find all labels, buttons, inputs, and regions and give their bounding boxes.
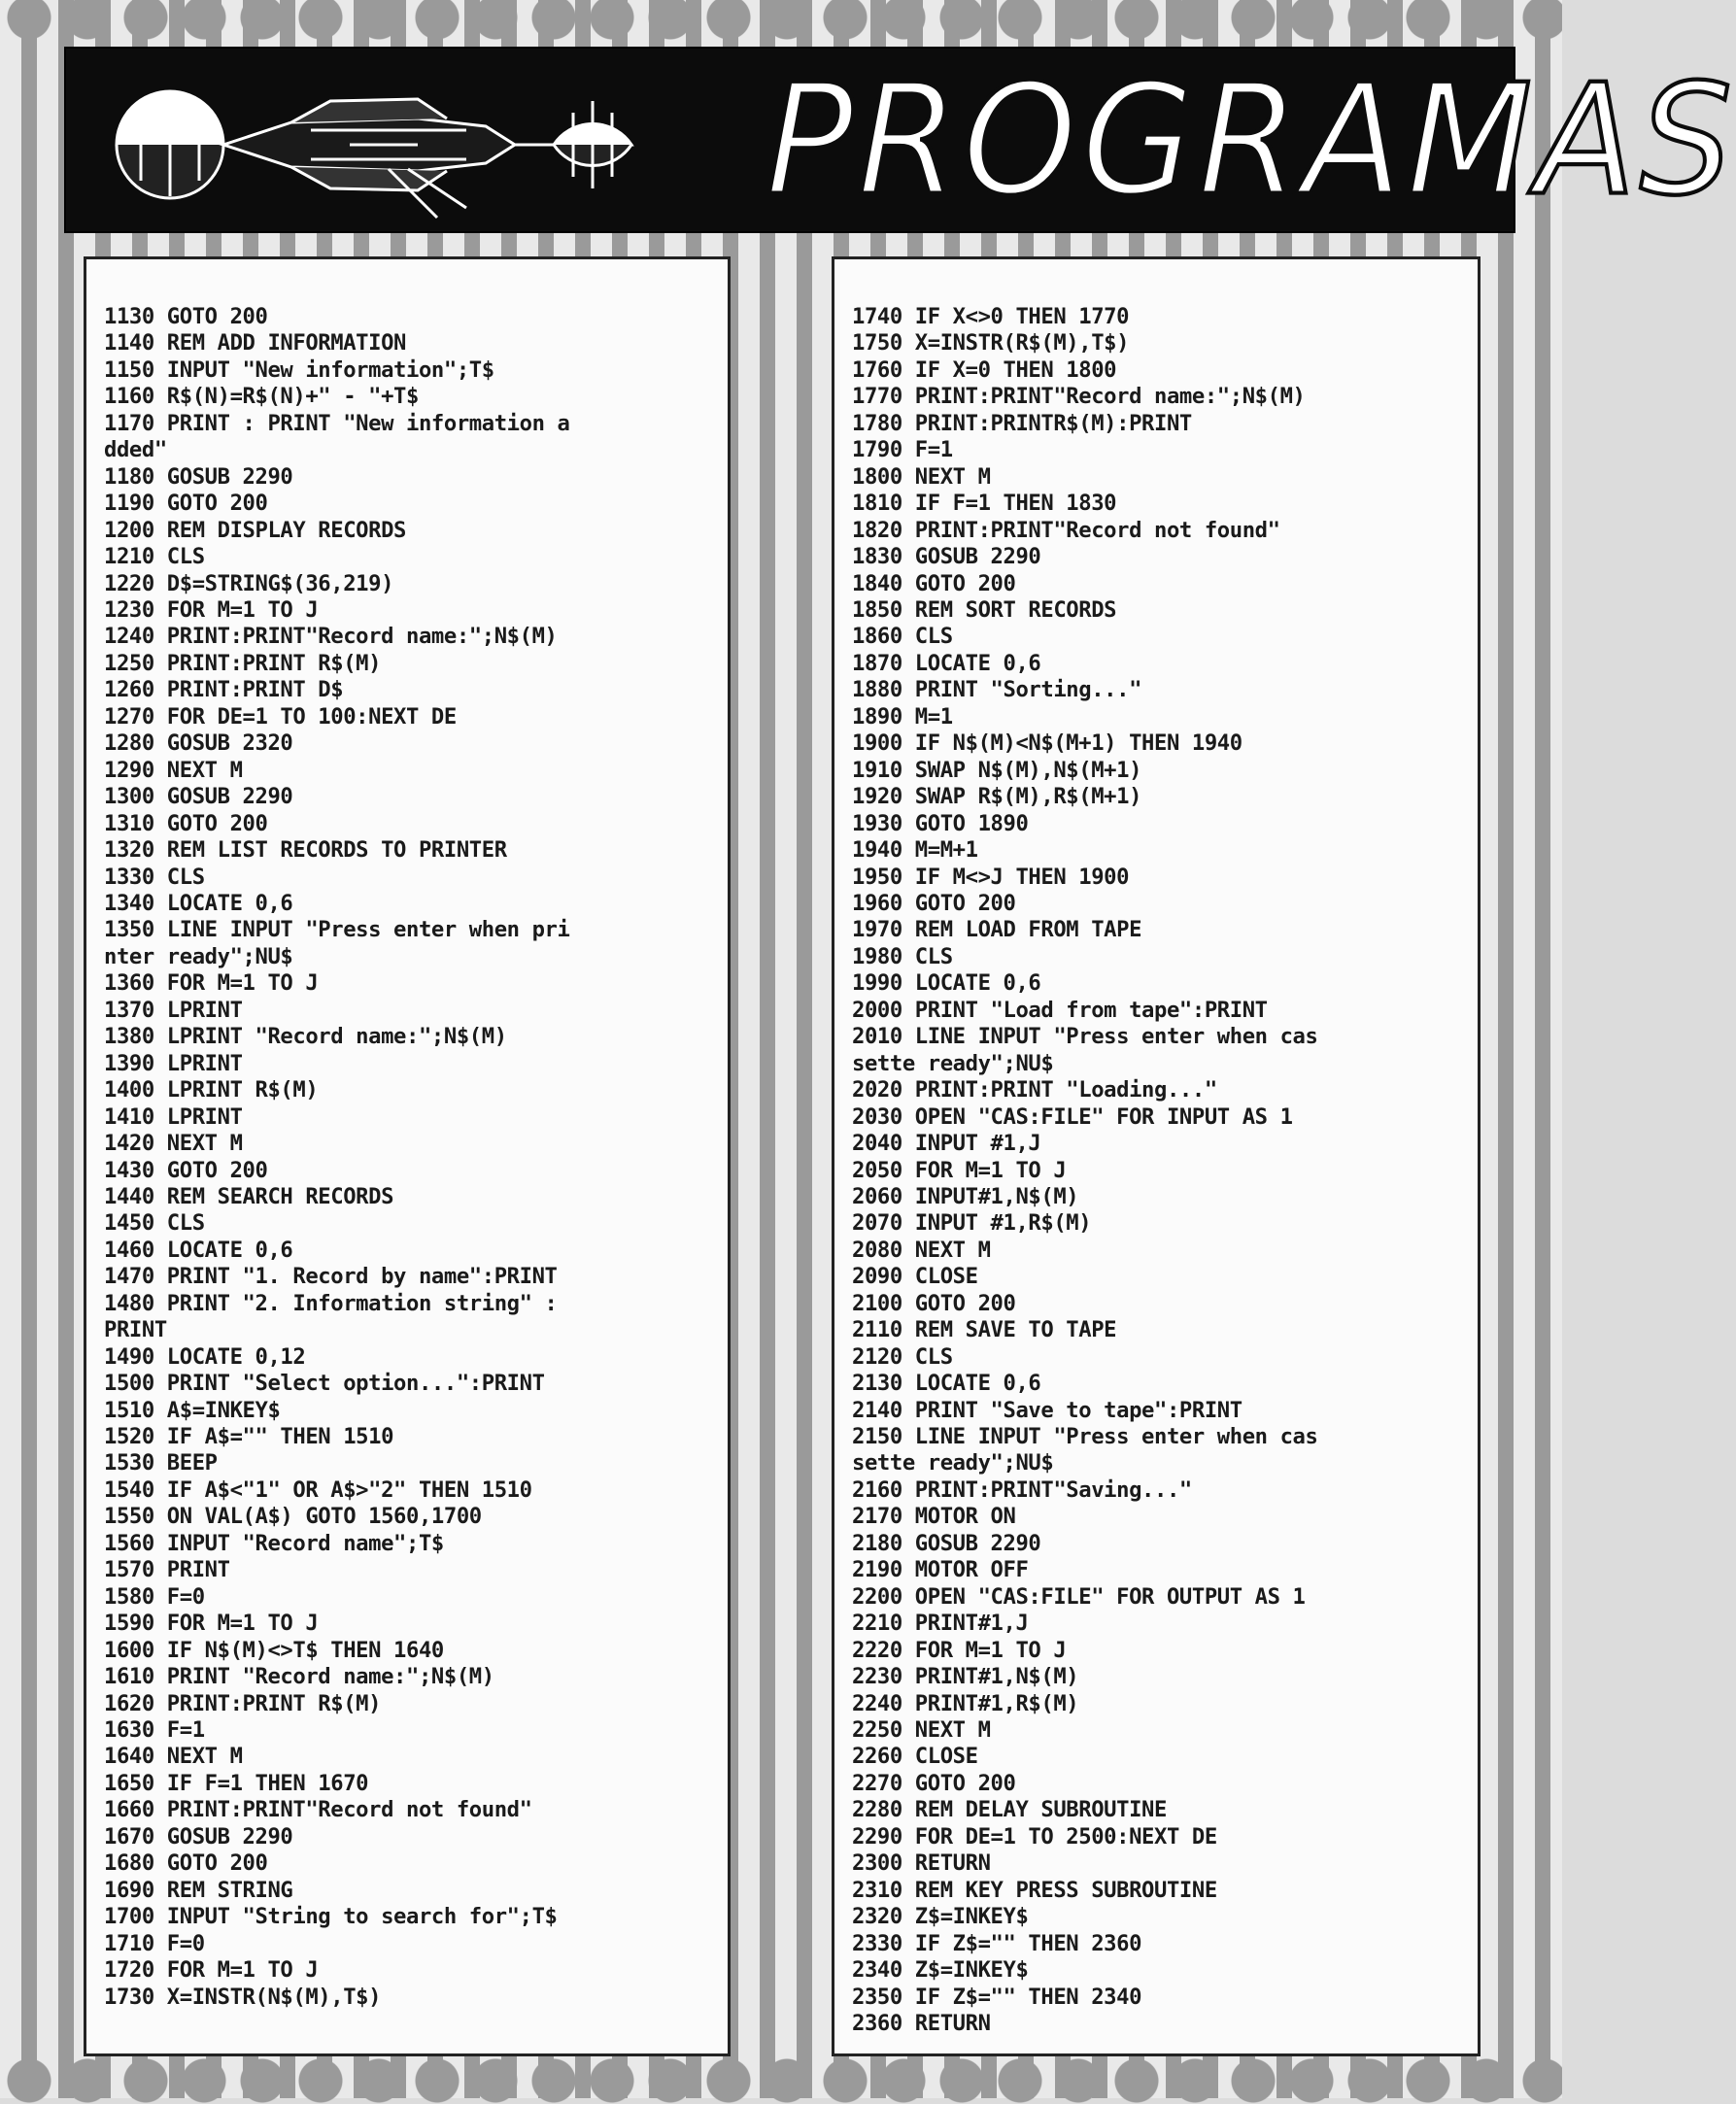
code-line: 2220 FOR M=1 TO J <box>852 1637 1067 1663</box>
code-line: 1690 REM STRING <box>104 1877 293 1903</box>
code-line: 1460 LOCATE 0,6 <box>104 1237 293 1263</box>
code-line: 1370 LPRINT <box>104 997 243 1023</box>
code-line: 1450 CLS <box>104 1210 205 1237</box>
code-line: 1540 IF A$<"1" OR A$>"2" THEN 1510 <box>104 1476 532 1503</box>
code-line: 1440 REM SEARCH RECORDS <box>104 1183 394 1209</box>
code-line: 1810 IF F=1 THEN 1830 <box>852 491 1117 517</box>
code-line: 1260 PRINT:PRINT D$ <box>104 677 344 703</box>
code-line: sette ready";NU$ <box>852 1450 1054 1476</box>
code-line: 1980 CLS <box>852 943 953 969</box>
code-line: 1920 SWAP R$(M),R$(M+1) <box>852 784 1142 810</box>
code-line: 1670 GOSUB 2290 <box>104 1823 293 1849</box>
code-line: 1420 NEXT M <box>104 1131 243 1157</box>
code-line: 2200 OPEN "CAS:FILE" FOR OUTPUT AS 1 <box>852 1583 1306 1610</box>
code-line: 1550 ON VAL(A$) GOTO 1560,1700 <box>104 1504 482 1530</box>
code-line: 1590 FOR M=1 TO J <box>104 1611 319 1637</box>
code-line: 1820 PRINT:PRINT"Record not found" <box>852 517 1280 543</box>
code-line: 1340 LOCATE 0,6 <box>104 890 293 916</box>
code-line: 2060 INPUT#1,N$(M) <box>852 1183 1079 1209</box>
code-column-left <box>84 256 731 2056</box>
code-line: 2300 RETURN <box>852 1850 991 1877</box>
page-title: PROGRAMAS <box>766 51 1736 230</box>
code-line: 2280 REM DELAY SUBROUTINE <box>852 1797 1167 1823</box>
code-line: 2230 PRINT#1,N$(M) <box>852 1664 1079 1690</box>
code-line: PRINT <box>104 1317 167 1343</box>
code-line: 1270 FOR DE=1 TO 100:NEXT DE <box>104 703 457 730</box>
code-line: 1510 A$=INKEY$ <box>104 1397 281 1423</box>
code-line: 1750 X=INSTR(R$(M),T$) <box>852 330 1130 356</box>
code-line: 1210 CLS <box>104 544 205 570</box>
code-line: 1150 INPUT "New information";T$ <box>104 356 494 383</box>
code-line: 2160 PRINT:PRINT"Saving..." <box>852 1476 1192 1503</box>
code-line: 1230 FOR M=1 TO J <box>104 596 319 623</box>
code-line: 2140 PRINT "Save to tape":PRINT <box>852 1397 1242 1423</box>
code-line: 1580 F=0 <box>104 1583 205 1610</box>
code-line: 1330 CLS <box>104 864 205 890</box>
code-line: 1650 IF F=1 THEN 1670 <box>104 1770 369 1796</box>
code-line: 2240 PRINT#1,R$(M) <box>852 1690 1079 1716</box>
code-line: 2020 PRINT:PRINT "Loading..." <box>852 1077 1217 1103</box>
code-line: 1480 PRINT "2. Information string" : <box>104 1290 558 1316</box>
code-line: 1720 FOR M=1 TO J <box>104 1957 319 1984</box>
code-line: 1760 IF X=0 THEN 1800 <box>852 356 1117 383</box>
code-line: 1800 NEXT M <box>852 463 991 490</box>
code-line: 1700 INPUT "String to search for";T$ <box>104 1904 558 1930</box>
code-line: 1780 PRINT:PRINTR$(M):PRINT <box>852 410 1192 436</box>
code-line: 2250 NEXT M <box>852 1717 991 1744</box>
code-line: 1320 REM LIST RECORDS TO PRINTER <box>104 837 507 864</box>
code-line: 1600 IF N$(M)<>T$ THEN 1640 <box>104 1637 444 1663</box>
code-line: 1660 PRINT:PRINT"Record not found" <box>104 1797 532 1823</box>
code-line: 1680 GOTO 200 <box>104 1850 268 1877</box>
code-line: 1470 PRINT "1. Record by name":PRINT <box>104 1264 558 1290</box>
code-line: 1620 PRINT:PRINT R$(M) <box>104 1690 382 1716</box>
code-line: 2330 IF Z$="" THEN 2360 <box>852 1930 1142 1956</box>
code-line: 1730 X=INSTR(N$(M),T$) <box>104 1984 382 2010</box>
code-line: 1250 PRINT:PRINT R$(M) <box>104 650 382 676</box>
code-line: 1170 PRINT : PRINT "New information a <box>104 410 570 436</box>
code-line: 1850 REM SORT RECORDS <box>852 596 1117 623</box>
code-line: 1930 GOTO 1890 <box>852 810 1029 836</box>
bottom-dot-border <box>0 2057 1562 2104</box>
code-line: 1570 PRINT <box>104 1557 230 1583</box>
code-line: 2360 RETURN <box>852 2011 991 2036</box>
code-line: 1970 REM LOAD FROM TAPE <box>852 917 1142 943</box>
top-dot-border <box>0 0 1562 41</box>
code-line: 1830 GOSUB 2290 <box>852 544 1041 570</box>
code-line: 1960 GOTO 200 <box>852 890 1016 916</box>
code-line: 1200 REM DISPLAY RECORDS <box>104 517 406 543</box>
code-line: 1220 D$=STRING$(36,219) <box>104 570 394 596</box>
code-line: 1350 LINE INPUT "Press enter when pri <box>104 917 570 943</box>
code-line: 1940 M=M+1 <box>852 837 978 864</box>
code-line: 2320 Z$=INKEY$ <box>852 1904 1029 1930</box>
code-line: 1870 LOCATE 0,6 <box>852 650 1041 676</box>
code-line: 1530 BEEP <box>104 1450 218 1476</box>
code-line: 1390 LPRINT <box>104 1050 243 1076</box>
code-line: 2350 IF Z$="" THEN 2340 <box>852 1984 1142 2010</box>
code-line: 2180 GOSUB 2290 <box>852 1530 1041 1556</box>
code-line: 1280 GOSUB 2320 <box>104 730 293 757</box>
code-line: 1160 R$(N)=R$(N)+" - "+T$ <box>104 384 419 410</box>
code-line: 1130 GOTO 200 <box>104 304 268 329</box>
code-line: nter ready";NU$ <box>104 943 293 969</box>
code-line: 2100 GOTO 200 <box>852 1290 1016 1316</box>
code-line: 1140 REM ADD INFORMATION <box>104 330 406 356</box>
code-line: 1300 GOSUB 2290 <box>104 784 293 810</box>
code-line: 1290 NEXT M <box>104 757 243 783</box>
code-line: 1190 GOTO 200 <box>104 491 268 517</box>
code-line: 1630 F=1 <box>104 1717 205 1744</box>
code-line: 2110 REM SAVE TO TAPE <box>852 1317 1117 1343</box>
code-line: 1710 F=0 <box>104 1930 205 1956</box>
code-line: 1180 GOSUB 2290 <box>104 463 293 490</box>
code-line: 2090 CLOSE <box>852 1264 978 1290</box>
code-line: 1880 PRINT "Sorting..." <box>852 677 1142 703</box>
code-line: 1900 IF N$(M)<N$(M+1) THEN 1940 <box>852 730 1242 757</box>
code-line: 1520 IF A$="" THEN 1510 <box>104 1424 394 1450</box>
code-line: 2310 REM KEY PRESS SUBROUTINE <box>852 1877 1217 1903</box>
code-line: 2000 PRINT "Load from tape":PRINT <box>852 997 1268 1023</box>
code-line: 1240 PRINT:PRINT"Record name:";N$(M) <box>104 624 558 650</box>
code-line: 1860 CLS <box>852 624 953 650</box>
code-line: 1790 F=1 <box>852 437 953 463</box>
code-line: 1610 PRINT "Record name:";N$(M) <box>104 1664 494 1690</box>
code-line: 2260 CLOSE <box>852 1744 978 1770</box>
code-line: 2270 GOTO 200 <box>852 1770 1016 1796</box>
code-line: 2070 INPUT #1,R$(M) <box>852 1210 1092 1237</box>
code-line: 2010 LINE INPUT "Press enter when cas <box>852 1024 1318 1050</box>
code-line: sette ready";NU$ <box>852 1050 1054 1076</box>
code-line: 2050 FOR M=1 TO J <box>852 1157 1067 1183</box>
code-column-right <box>832 256 1481 2056</box>
code-line: 1310 GOTO 200 <box>104 810 268 836</box>
code-line: 2030 OPEN "CAS:FILE" FOR INPUT AS 1 <box>852 1103 1293 1130</box>
code-line: 1910 SWAP N$(M),N$(M+1) <box>852 757 1142 783</box>
code-line: 2130 LOCATE 0,6 <box>852 1371 1041 1397</box>
code-line: 1640 NEXT M <box>104 1744 243 1770</box>
code-line: 1380 LPRINT "Record name:";N$(M) <box>104 1024 507 1050</box>
code-line: 1490 LOCATE 0,12 <box>104 1343 306 1370</box>
code-line: 2290 FOR DE=1 TO 2500:NEXT DE <box>852 1823 1217 1849</box>
code-line: 2040 INPUT #1,J <box>852 1131 1041 1157</box>
spaceship-illustration <box>97 62 641 227</box>
code-line: 1840 GOTO 200 <box>852 570 1016 596</box>
code-line: 1430 GOTO 200 <box>104 1157 268 1183</box>
code-line: 1890 M=1 <box>852 703 953 730</box>
code-line: 1500 PRINT "Select option...":PRINT <box>104 1371 545 1397</box>
code-line: 2150 LINE INPUT "Press enter when cas <box>852 1424 1318 1450</box>
code-line: 1950 IF M<>J THEN 1900 <box>852 864 1130 890</box>
code-line: 1560 INPUT "Record name";T$ <box>104 1530 444 1556</box>
code-line: 1770 PRINT:PRINT"Record name:";N$(M) <box>852 384 1306 410</box>
code-line: 2120 CLS <box>852 1343 953 1370</box>
code-line: 1360 FOR M=1 TO J <box>104 970 319 997</box>
code-line: 1990 LOCATE 0,6 <box>852 970 1041 997</box>
code-line: 1410 LPRINT <box>104 1103 243 1130</box>
code-line: 2210 PRINT#1,J <box>852 1611 1029 1637</box>
code-line: 2080 NEXT M <box>852 1237 991 1263</box>
code-line: 2190 MOTOR OFF <box>852 1557 1029 1583</box>
code-line: 1400 LPRINT R$(M) <box>104 1077 319 1103</box>
code-line: dded" <box>104 437 167 463</box>
code-line: 2170 MOTOR ON <box>852 1504 1016 1530</box>
code-line: 2340 Z$=INKEY$ <box>852 1957 1029 1984</box>
page-header-banner <box>64 47 1736 233</box>
code-line: 1740 IF X<>0 THEN 1770 <box>852 304 1130 329</box>
